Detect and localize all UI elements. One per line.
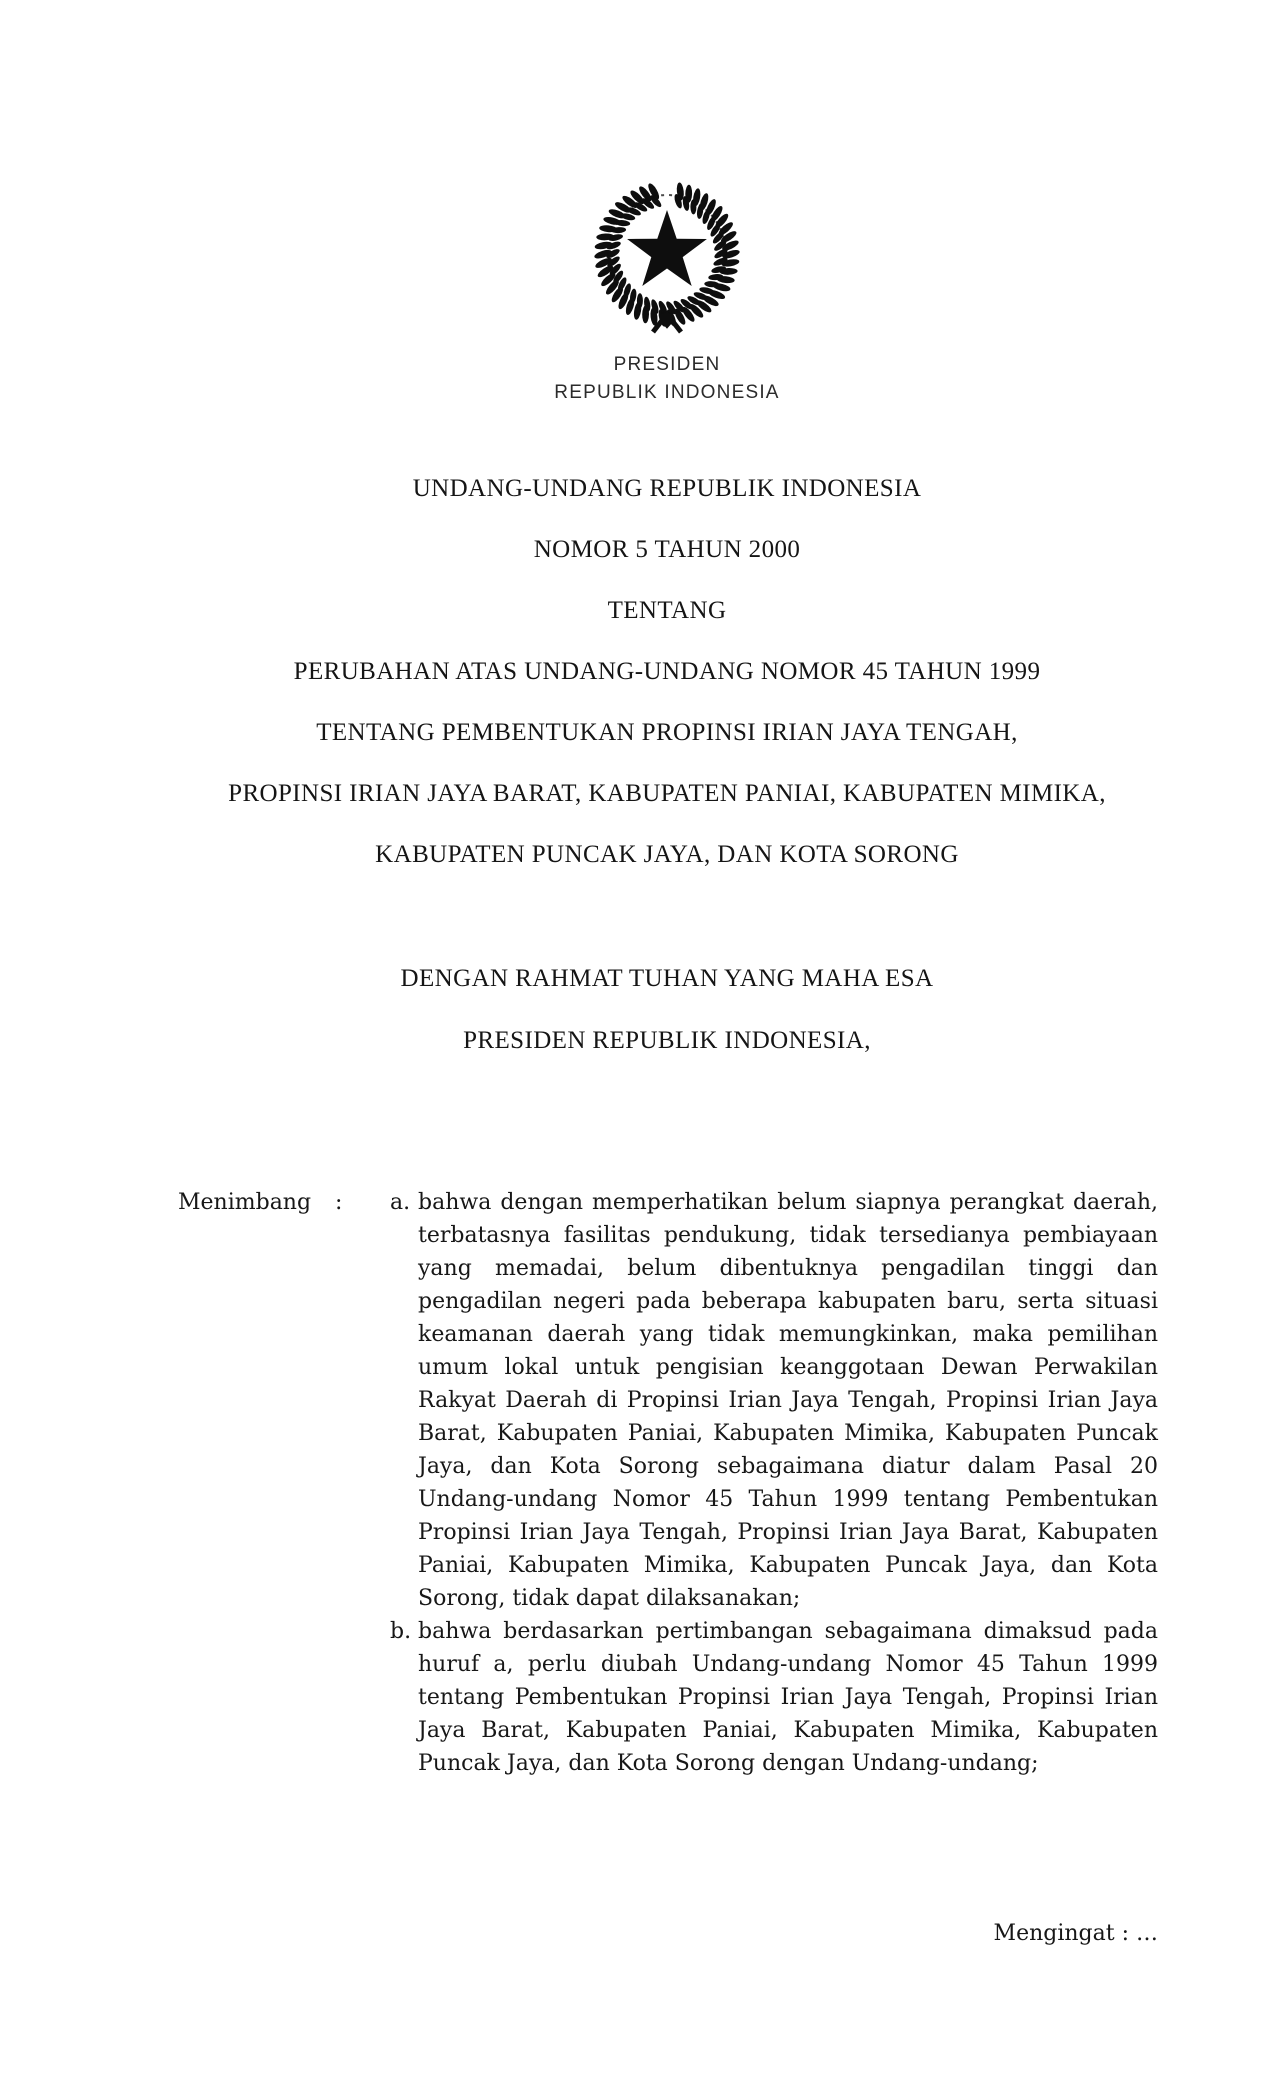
seal-svg — [582, 172, 752, 350]
law-title-line-2: NOMOR 5 TAHUN 2000 — [533, 536, 801, 563]
law-title-line-6: PROPINSI IRIAN JAYA BARAT, KABUPATEN PANIAI, KABUPATEN MIMIKA, — [228, 780, 1106, 807]
consideration-item-b — [390, 1615, 1158, 1780]
letterhead-presiden: PRESIDEN — [613, 354, 721, 375]
law-title-block — [92, 474, 1242, 901]
preamble-invocation: DENGAN RAHMAT TUHAN YANG MAHA ESA — [400, 965, 934, 992]
letterhead-republik-indonesia: REPUBLIK INDONESIA — [554, 382, 780, 403]
presidential-seal-emblem — [582, 172, 752, 350]
star-icon — [627, 210, 707, 286]
considerations-colon: : — [335, 1190, 343, 1215]
item-b-marker: b. — [390, 1619, 412, 1644]
law-title-line-7: KABUPATEN PUNCAK JAYA, DAN KOTA SORONG — [375, 841, 959, 868]
item-a-marker: a. — [390, 1190, 411, 1215]
preamble-block — [92, 964, 1242, 1088]
catchword-mengingat: Mengingat : … — [993, 1921, 1158, 1946]
item-b-text: bahwa berdasarkan pertimbangan sebagaimana dimaksud pada huruf a, perlu diubah Undang-undang Nomor 45 Tahun 1999 tentang Pembentukan Propinsi Irian Jaya Tengah, Propinsi Irian Jaya Barat, Kabupaten Paniai, Kabupaten Mimika, Kabupaten Puncak Jaya, dan Kota Sorong dengan Undang-undang; — [418, 1619, 1158, 1776]
preamble-authority: PRESIDEN REPUBLIK INDONESIA, — [463, 1027, 871, 1054]
considerations-section — [178, 1186, 1158, 1780]
law-title-line-5: TENTANG PEMBENTUKAN PROPINSI IRIAN JAYA TENGAH, — [316, 719, 1018, 746]
law-title-line-4: PERUBAHAN ATAS UNDANG-UNDANG NOMOR 45 TAHUN 1999 — [293, 658, 1041, 685]
law-title-line-1: UNDANG-UNDANG REPUBLIK INDONESIA — [412, 475, 922, 502]
letterhead — [392, 351, 942, 407]
law-title-line-3: TENTANG — [607, 597, 727, 624]
considerations-items — [390, 1186, 1158, 1780]
item-a-text: bahwa dengan memperhatikan belum siapnya perangkat daerah, terbatasnya fasilitas pendukung, tidak tersedianya pembiayaan yang memadai, belum dibentuknya pengadilan tinggi dan pengadilan negeri pada beberapa kabupaten baru, serta situasi keamanan daerah yang tidak memungkinkan, maka pemilihan umum lokal untuk pengisian keanggotaan Dewan Perwakilan Rakyat Daerah di Propinsi Irian Jaya Tengah, Propinsi Irian Jaya Barat, Kabupaten Paniai, Kabupaten Mimika, Kabupaten Puncak Jaya, dan Kota Sorong sebagaimana diatur dalam Pasal 20 Undang-undang Nomor 45 Tahun 1999 tentang Pembentukan Propinsi Irian Jaya Tengah, Propinsi Irian Jaya Barat, Kabupaten Paniai, Kabupaten Mimika, Kabupaten Puncak Jaya, dan Kota Sorong, tidak dapat dilaksanakan; — [418, 1190, 1158, 1611]
considerations-label: Menimbang — [178, 1190, 312, 1215]
consideration-item-a — [390, 1186, 1158, 1615]
